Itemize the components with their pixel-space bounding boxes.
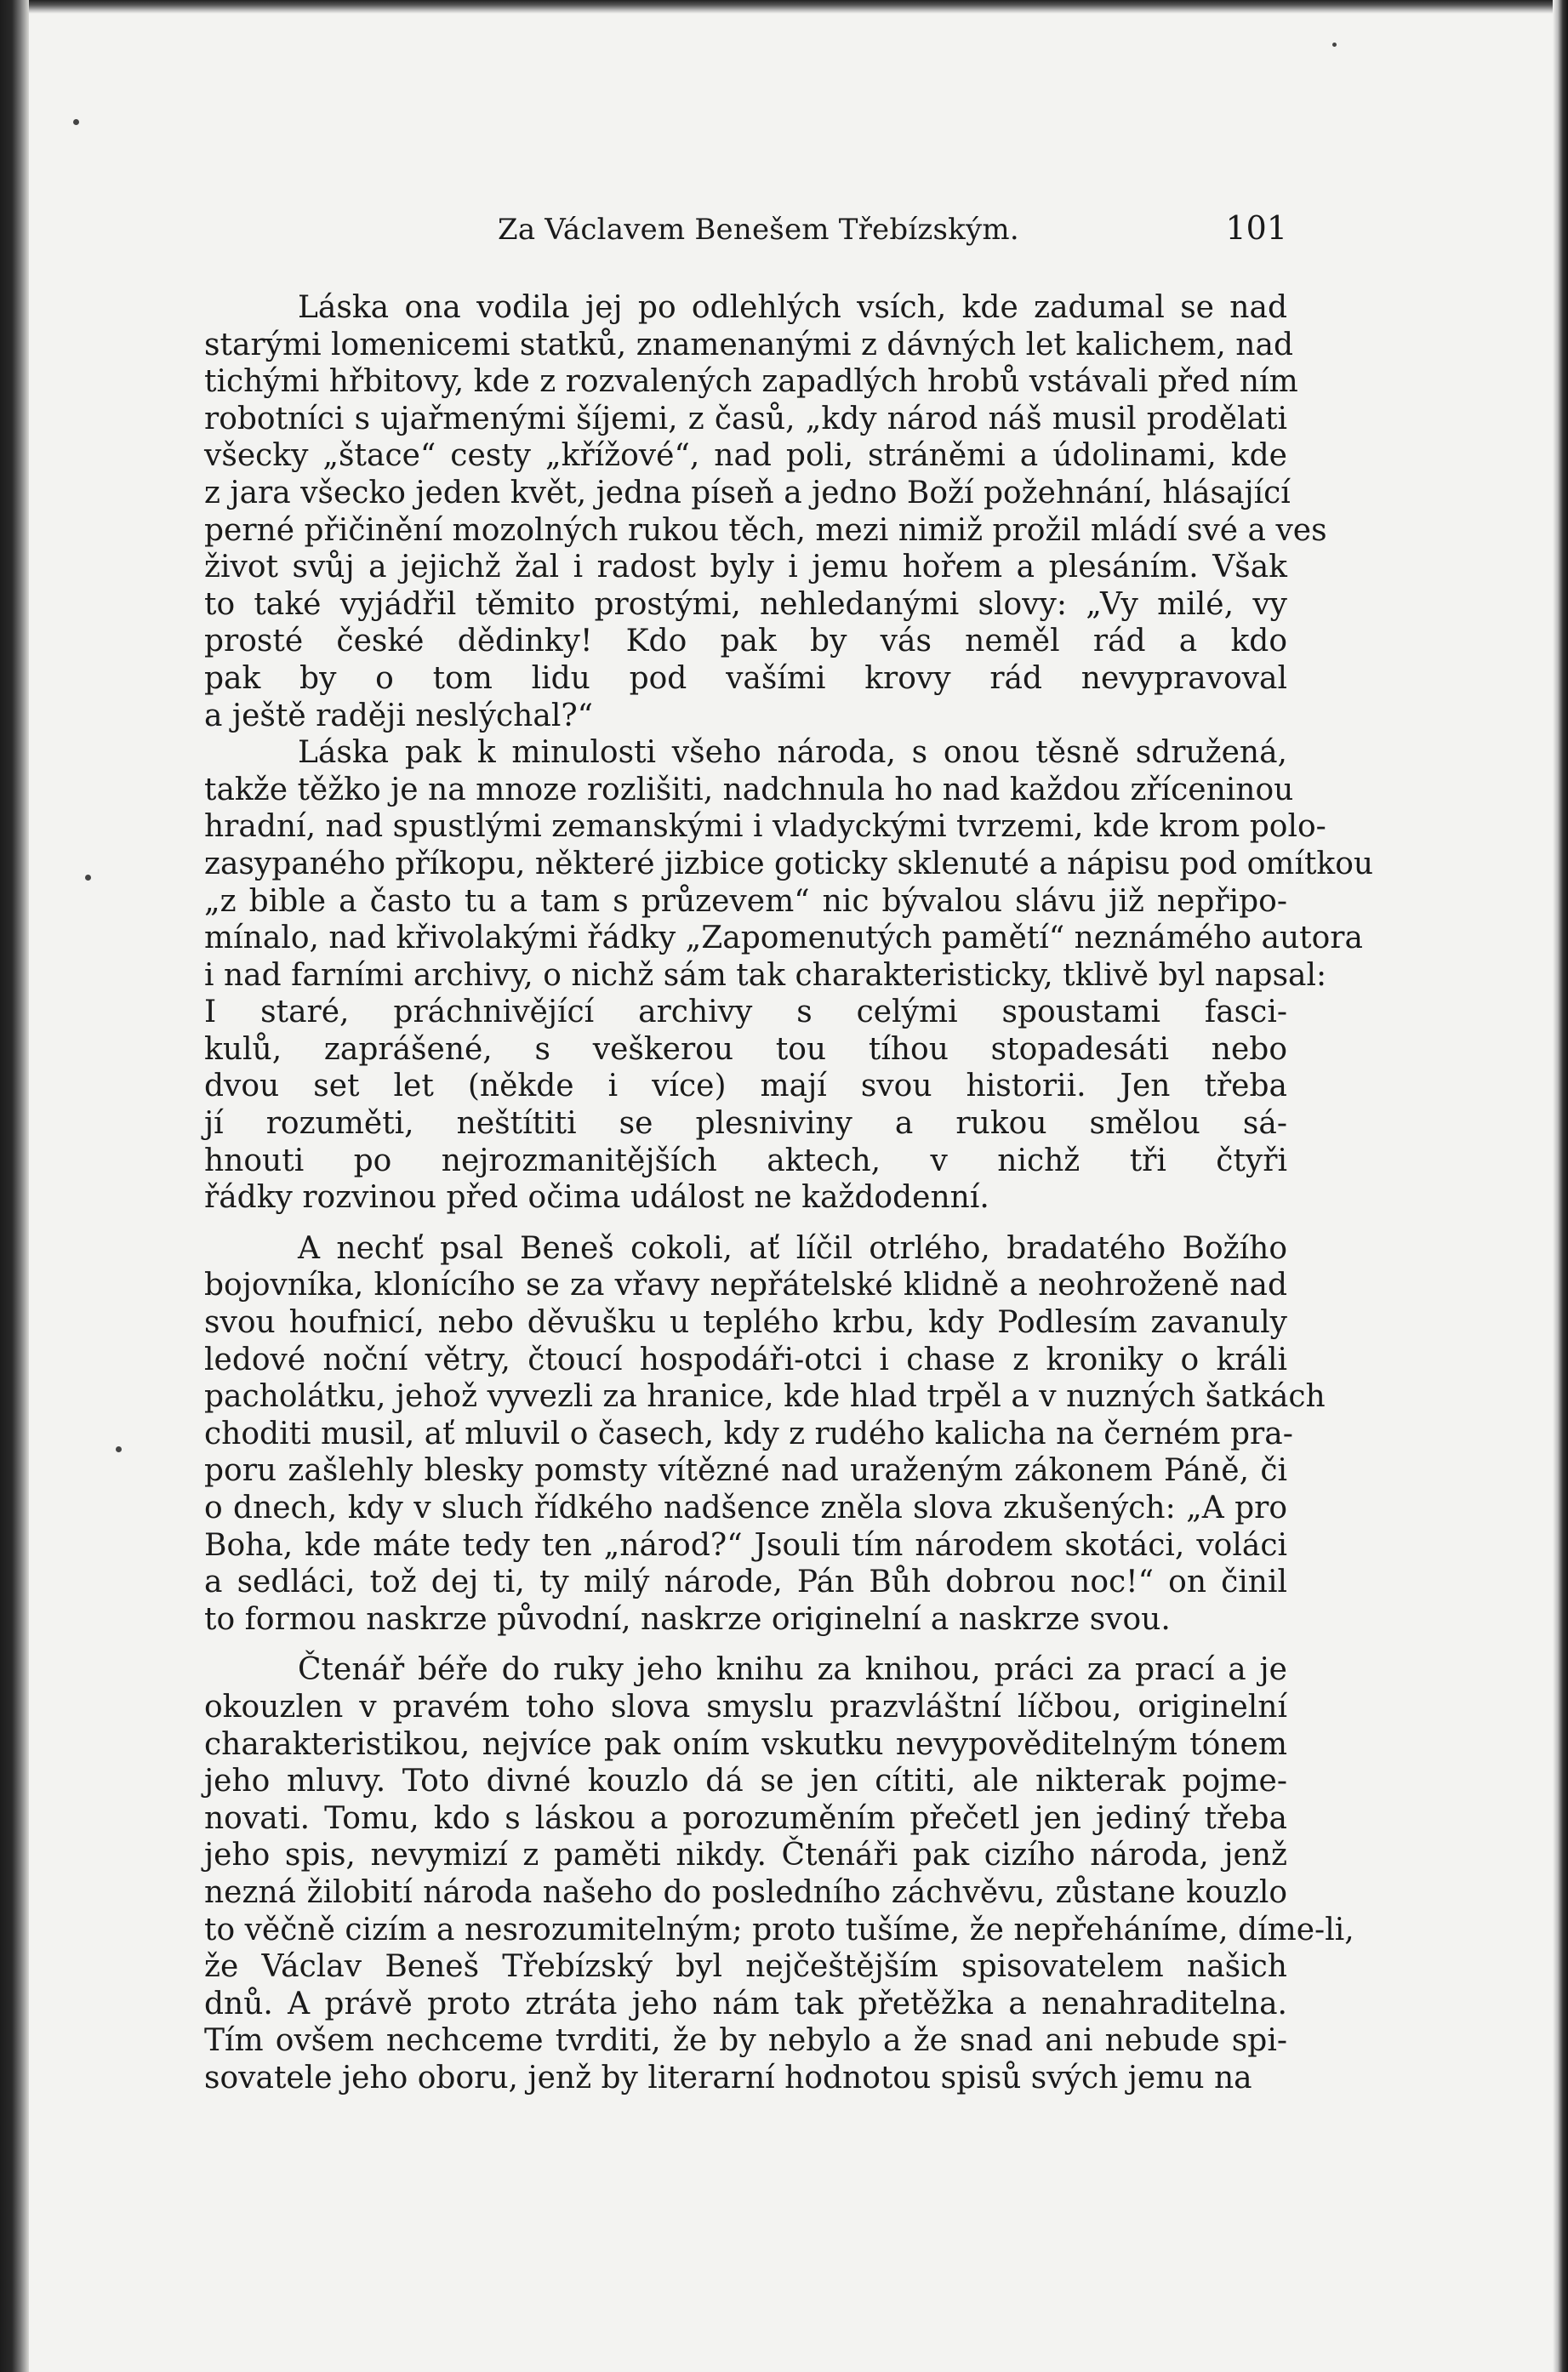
text-line: choditi musil, ať mluvil o časech, kdy z rudého kalicha na černém pra- xyxy=(204,1416,1293,1451)
text-line: takže těžko je na mnoze rozlišiti, nadchnula ho nad každou zříceninou xyxy=(204,772,1294,807)
page-header xyxy=(498,209,1287,252)
text-line: hradní, nad spustlými zemanskými i vladyckými tvrzemi, kde krom polo- xyxy=(204,809,1326,845)
text-line: A nechť psal Beneš cokoli, ať líčil otrlého, bradatého Božího xyxy=(298,1230,1287,1266)
page-top-edge xyxy=(29,0,1568,14)
text-line: „z bible a často tu a tam s průzevem“ nic bývalou slávu již nepřipo- xyxy=(204,883,1287,919)
text-line: pak by o tom lidu pod vašími krovy rád nevypravoval xyxy=(204,660,1287,696)
page-number: 101 xyxy=(1225,209,1287,247)
text-line: I staré, práchnivějící archivy s celými spoustami fasci- xyxy=(204,995,1287,1030)
text-line: novati. Tomu, kdo s láskou a porozuměním přečetl jen jediný třeba xyxy=(204,1800,1287,1836)
text-line: Tím ovšem nechceme tvrditi, že by nebylo a že snad ani nebude spi- xyxy=(204,2023,1287,2059)
text-line: jeho spis, nevymizí z paměti nikdy. Čtenáři pak cizího národa, jenž xyxy=(204,1838,1287,1873)
text-line: tichými hřbitovy, kde z rozvalených zapadlých hrobů vstávali před ním xyxy=(204,364,1298,400)
paper-speck xyxy=(85,875,91,881)
text-line: to také vyjádřil těmito prostými, nehledanými slovy: „Vy milé, vy xyxy=(204,586,1287,622)
text-line: a ještě raději neslýchal?“ xyxy=(204,698,594,733)
text-line: bojovníka, klonícího se za vřavy nepřátelské klidně a neohroženě nad xyxy=(204,1268,1287,1303)
paper-speck xyxy=(73,119,79,125)
text-line: a sedláci, tož dej ti, ty milý národe, Pán Bůh dobrou noc!“ on činil xyxy=(204,1565,1287,1600)
text-line: Láska pak k minulosti všeho národa, s onou těsně sdružená, xyxy=(298,735,1287,771)
text-line: řádky rozvinou před očima událost ne každodenní. xyxy=(204,1180,989,1216)
paper-speck xyxy=(1332,43,1337,47)
text-line: že Václav Beneš Třebízský byl nejčeštějším spisovatelem našich xyxy=(204,1949,1287,1985)
book-binding-shadow xyxy=(0,0,29,2372)
running-title: Za Václavem Benešem Třebízským. xyxy=(498,213,1019,247)
paper-speck xyxy=(116,1446,122,1452)
text-line: dnů. A právě proto ztráta jeho nám tak přetěžka a nenahraditelna. xyxy=(204,1986,1287,2021)
text-line: poru zašlehly blesky pomsty vítězné nad uraženým zákonem Páně, či xyxy=(204,1453,1287,1489)
text-line: nezná žilobití národa našeho do posledního záchvěvu, zůstane kouzlo xyxy=(204,1874,1287,1910)
text-line: sovatele jeho oboru, jenž by literarní hodnotou spisů svých jemu na xyxy=(204,2060,1252,2095)
text-line: mínalo, nad křivolakými řádky „Zapomenutých pamětí“ neznámého autora xyxy=(204,921,1363,956)
text-line: jeho mluvy. Toto divné kouzlo dá se jen cítiti, ale nikterak pojme- xyxy=(204,1764,1287,1799)
text-line: z jara všecko jeden květ, jedna píseň a jedno Boží požehnání, hlásající xyxy=(204,475,1291,510)
text-line: to věčně cizím a nesrozumitelným; proto tušíme, že nepřeháníme, díme-li, xyxy=(204,1912,1354,1947)
text-line: pacholátku, jehož vyvezli za hranice, kde hlad trpěl a v nuzných šatkách xyxy=(204,1379,1326,1415)
text-line: okouzlen v pravém toho slova smyslu prazvláštní líčbou, originelní xyxy=(204,1689,1287,1725)
text-line: Čtenář béře do ruky jeho knihu za knihou, práci za prací a je xyxy=(298,1652,1287,1688)
text-line: kulů, zaprášené, s veškerou tou tíhou stopadesáti nebo xyxy=(204,1031,1287,1067)
text-line: zasypaného příkopu, některé jizbice goticky sklenuté a nápisu pod omítkou xyxy=(204,846,1374,881)
text-line: ledové noční větry, čtoucí hospodáři-otci i chase z kroniky o králi xyxy=(204,1342,1287,1377)
text-line: Boha, kde máte tedy ten „národ?“ Jsouli tím národem skotáci, voláci xyxy=(204,1527,1287,1563)
text-line: to formou naskrze původní, naskrze originelní a naskrze svou. xyxy=(204,1601,1171,1637)
text-line: perné přičinění mozolných rukou těch, mezi nimiž prožil mládí své a ves xyxy=(204,512,1327,548)
text-line: hnouti po nejrozmanitějších aktech, v nichž tři čtyři xyxy=(204,1143,1287,1178)
text-line: starými lomenicemi statků, znamenanými z dávných let kalichem, nad xyxy=(204,327,1293,362)
text-line: prosté české dědinky! Kdo pak by vás neměl rád a kdo xyxy=(204,624,1287,659)
text-line: Láska ona vodila jej po odlehlých vsích, kde zadumal se nad xyxy=(298,290,1287,325)
page-right-edge xyxy=(1553,0,1568,2372)
text-line: všecky „štace“ cesty „křížové“, nad poli, stráněmi a údolinami, kde xyxy=(204,438,1287,474)
text-line: život svůj a jejichž žal i radost byly i jemu hořem a plesáním. Však xyxy=(204,550,1287,585)
text-line: o dnech, kdy v sluch řídkého nadšence zněla slova zkušených: „A pro xyxy=(204,1491,1287,1525)
paragraph xyxy=(204,734,1374,1217)
paragraph xyxy=(204,1230,1326,1639)
text-line: jí rozuměti, neštítiti se plesniviny a rukou smělou sá- xyxy=(204,1106,1287,1142)
text-line: charakteristikou, nejvíce pak oním vskutku nevypověditelným tónem xyxy=(204,1726,1287,1762)
body-text xyxy=(204,289,1374,2097)
text-line: dvou set let (někde i více) mají svou historii. Jen třeba xyxy=(204,1069,1287,1104)
text-line: robotníci s ujařmenými šíjemi, z časů, „kdy národ náš musil prodělati xyxy=(204,401,1287,436)
text-line: i nad farními archivy, o nichž sám tak charakteristicky, tklivě byl napsal: xyxy=(204,957,1327,993)
paragraph xyxy=(204,1651,1354,2096)
paragraph xyxy=(204,289,1327,734)
text-line: svou houfnicí, nebo děvušku u teplého krbu, kdy Podlesím zavanuly xyxy=(204,1305,1287,1341)
